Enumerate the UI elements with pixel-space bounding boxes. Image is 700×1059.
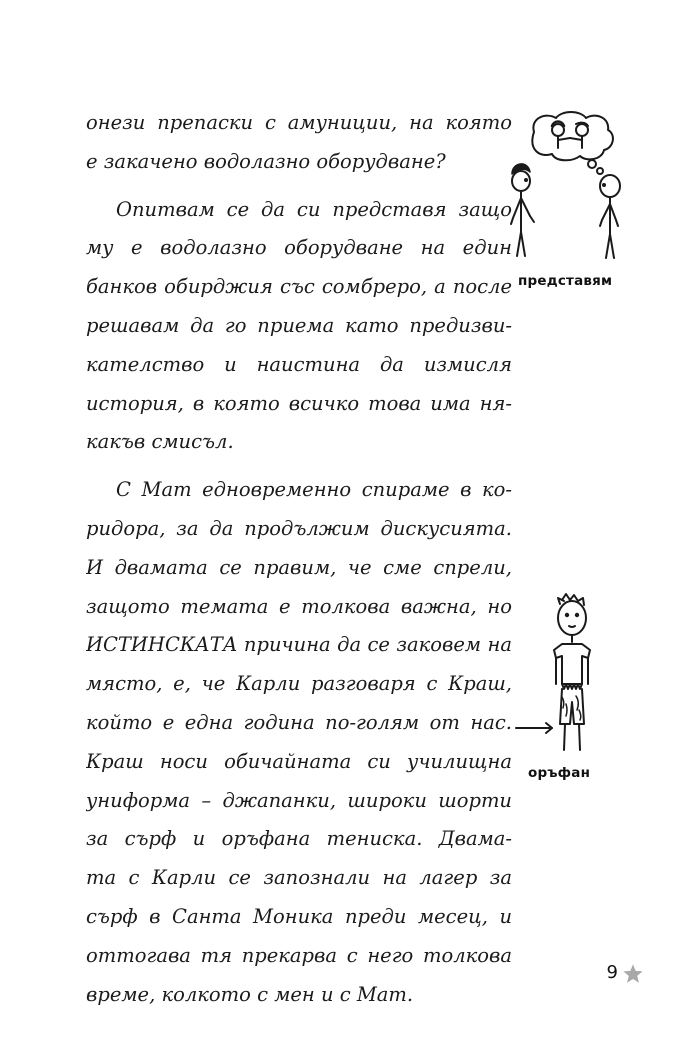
- text-line: ИСТИНСКАТА причина да се заковем на: [86, 633, 512, 657]
- margin-caption-frayed: оръфан: [528, 765, 591, 781]
- text-line: оттогава тя прекарва с него толкова: [86, 943, 512, 967]
- imagining-couple-doodle: [500, 108, 650, 268]
- text-line: банков обирджия със сомбреро, а после: [86, 275, 512, 299]
- text-line: онези препаски с амуниции, на която: [86, 111, 512, 134]
- body-text: [86, 104, 512, 1014]
- text-line: униформа – джапанки, широки шорти: [86, 788, 512, 812]
- text-line: решавам да го приема като предизви-: [86, 313, 512, 337]
- text-line: място, е, че Карли разговаря с Краш,: [86, 672, 512, 696]
- text-line: И двамата се правим, че сме спрели,: [86, 555, 512, 579]
- text-line: история, в която всичко това има ня-: [86, 391, 512, 415]
- text-line: С Мат едновременно спираме в ко-: [116, 478, 512, 502]
- text-line: сърф в Санта Моника преди месец, и: [86, 904, 512, 928]
- text-line: защото темата е толкова важна, но: [86, 594, 512, 618]
- text-line: какъв смисъл.: [86, 430, 234, 454]
- text-line: ридора, за да продължим дискусията.: [86, 516, 512, 540]
- frayed-boy-doodle: [508, 592, 618, 762]
- text-line: та с Карли се запознали на лагер за: [86, 866, 512, 890]
- star-icon: [622, 963, 644, 985]
- page-number: 9: [606, 962, 618, 983]
- text-line: който е една година по-голям от нас.: [86, 710, 512, 734]
- text-line: кателство и наистина да измисля: [86, 352, 512, 376]
- text-line: му е водолазно оборудване на един: [86, 236, 512, 260]
- text-line: за сърф и оръфана тениска. Двама-: [86, 827, 512, 851]
- text-line: Краш носи обичайната си училищна: [86, 749, 512, 773]
- text-line: е закачено водолазно оборудване?: [86, 149, 446, 173]
- text-line: време, колкото с мен и с Мат.: [86, 982, 414, 1006]
- margin-caption-imagine: представям: [518, 273, 613, 289]
- text-line: Опитвам се да си представя защо: [116, 197, 512, 221]
